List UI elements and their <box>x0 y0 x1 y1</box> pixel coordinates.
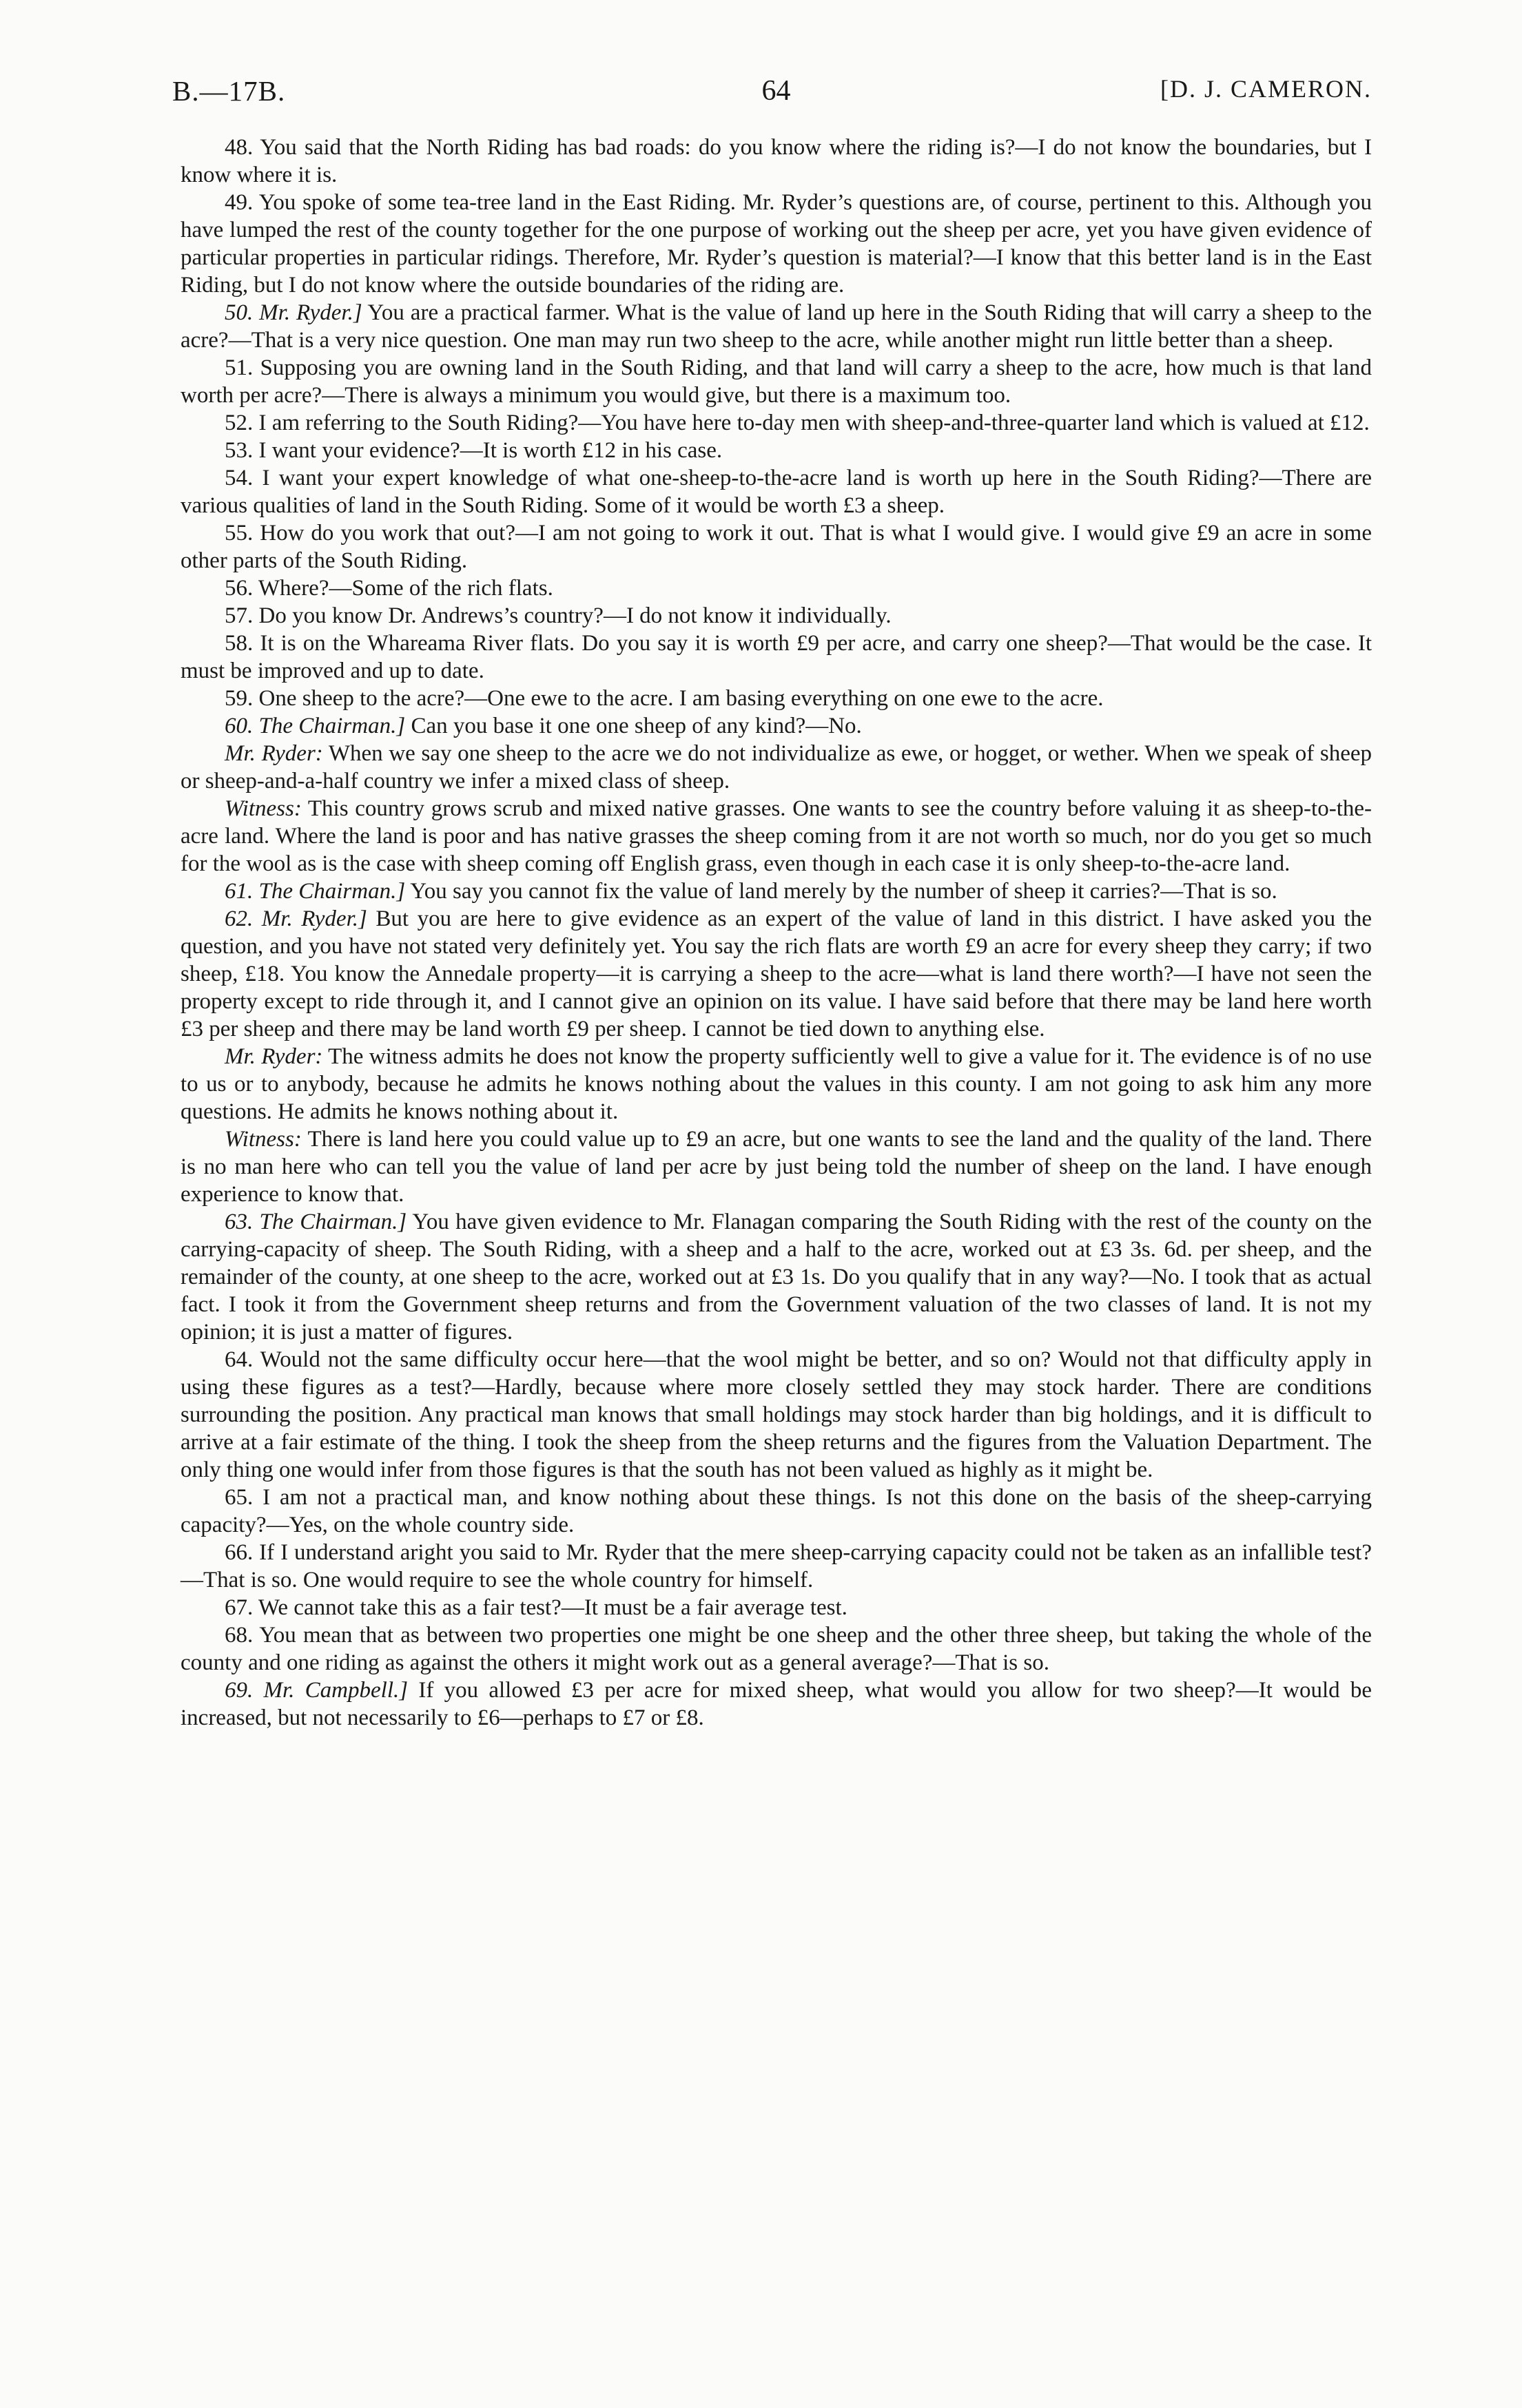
paragraph: 69. Mr. Campbell.] If you allowed £3 per acre for mixed sheep, what would you allow for two sheep?—It would be increased, but not necessarily to £6—perhaps to £7 or £8. <box>181 1678 1372 1730</box>
paragraph: 67. We cannot take this as a fair test?—It must be a fair average test. <box>225 1595 847 1620</box>
paragraph: 53. I want your evidence?—It is worth £12 in his case. <box>225 438 723 463</box>
paragraph: 65. I am not a practical man, and know nothing about these things. Is not this done on the basis of the sheep-carrying capacity?—Yes, on the whole country side. <box>181 1485 1372 1537</box>
witness-name: [D. J. CAMERON. <box>1160 75 1372 103</box>
document-reference: B.—17B. <box>172 75 286 107</box>
paragraph: Witness: There is land here you could value up to £9 an acre, but one wants to see the land and the quality of the land. There is no man here who can tell you the value of land per acre by just being told the number of sheep on the land. I have enough experience to know that. <box>181 1127 1372 1207</box>
paragraph: Witness: This country grows scrub and mixed native grasses. One wants to see the country before valuing it as sheep-to-the-acre land. Where the land is poor and has native grasses the sheep coming from it are not worth so much, nor do you get so much for the wool as is the case with sheep coming off English grass, even though in each case it is only sheep-to-the-acre land. <box>181 796 1372 876</box>
paragraph: 61. The Chairman.] You say you cannot fix the value of land merely by the number of sheep it carries?—That is so. <box>225 879 1277 904</box>
paragraph: 48. You said that the North Riding has bad roads: do you know where the riding is?—I do not know the boundaries, but I know where it is. <box>181 135 1372 187</box>
paragraph: 55. How do you work that out?—I am not going to work it out. That is what I would give. I would give £9 an acre in some other parts of the South Riding. <box>181 521 1372 573</box>
paragraph: 50. Mr. Ryder.] You are a practical farmer. What is the value of land up here in the South Riding that will carry a sheep to the acre?—That is a very nice question. One man may run two sheep to the acre, while another might run little better than a sheep. <box>181 300 1372 353</box>
paragraph: 56. Where?—Some of the rich flats. <box>225 576 553 601</box>
paragraph: 57. Do you know Dr. Andrews’s country?—I do not know it individually. <box>225 603 892 628</box>
document-body <box>181 134 1372 1732</box>
paragraph: 64. Would not the same difficulty occur here—that the wool might be better, and so on? Would not that difficulty apply in using these figures as a test?—Hardly, because where more closely settled they may stock harder. There are conditions surrounding the position. Any practical man knows that small holdings may stock harder than big holdings, and it is difficult to arrive at a fair estimate of the thing. I took the sheep from the sheep returns and the figures from the Valuation Department. The only thing one would infer from those figures is that the south has not been valued as highly as it might be. <box>181 1347 1372 1482</box>
paragraph: 49. You spoke of some tea-tree land in the East Riding. Mr. Ryder’s questions are, of course, pertinent to this. Although you have lumped the rest of the county together for the one purpose of working out the sheep per acre, yet you have given evidence of particular properties in particular ridings. Therefore, Mr. Ryder’s question is material?—I know that this better land is in the East Riding, but I do not know where the outside boundaries of the riding are. <box>181 190 1372 298</box>
paragraph: 52. I am referring to the South Riding?—You have here to-day men with sheep-and-three-quarter land which is valued at £12. <box>225 411 1370 435</box>
paragraph: 62. Mr. Ryder.] But you are here to give evidence as an expert of the value of land in this district. I have asked you the question, and you have not stated very definitely yet. You say the rich flats are worth £9 an acre for every sheep they carry; if two sheep, £18. You know the Annedale property—it is carrying a sheep to the acre—what is land there worth?—I have not seen the property except to ride through it, and I cannot give an opinion on its value. I have said before that there may be land here worth £3 per sheep and there may be land worth £9 per sheep. I cannot be tied down to anything else. <box>181 906 1372 1041</box>
page-number: 64 <box>761 75 791 107</box>
paragraph: 60. The Chairman.] Can you base it one one sheep of any kind?—No. <box>225 714 862 738</box>
paragraph: 66. If I understand aright you said to Mr. Ryder that the mere sheep-carrying capacity could not be taken as an infallible test?—That is so. One would require to see the whole country for himself. <box>181 1540 1372 1592</box>
paragraph: 63. The Chairman.] You have given evidence to Mr. Flanagan comparing the South Riding with the rest of the county on the carrying-capacity of sheep. The South Riding, with a sheep and a half to the acre, worked out at £3 3s. 6d. per sheep, and the remainder of the county, at one sheep to the acre, worked out at £3 1s. Do you qualify that in any way?—No. I took that as actual fact. I took it from the Government sheep returns and from the Government valuation of the two classes of land. It is not my opinion; it is just a matter of figures. <box>181 1210 1372 1345</box>
paragraph: 58. It is on the Whareama River flats. Do you say it is worth £9 per acre, and carry one sheep?—That would be the case. It must be improved and up to date. <box>181 631 1372 683</box>
paragraph: 54. I want your expert knowledge of what one-sheep-to-the-acre land is worth up here in the South Riding?—There are various qualities of land in the South Riding. Some of it would be worth £3 a sheep. <box>181 466 1372 518</box>
paragraph: 59. One sheep to the acre?—One ewe to the acre. I am basing everything on one ewe to the acre. <box>225 686 1104 711</box>
paragraph: 51. Supposing you are owning land in the South Riding, and that land will carry a sheep to the acre, how much is that land worth per acre?—There is always a minimum you would give, but there is a maximum too. <box>181 355 1372 408</box>
paragraph: Mr. Ryder: When we say one sheep to the acre we do not individualize as ewe, or hogget, or wether. When we speak of sheep or sheep-and-a-half country we infer a mixed class of sheep. <box>181 741 1372 793</box>
page-header <box>172 74 1372 134</box>
paragraph: Mr. Ryder: The witness admits he does not know the property sufficiently well to give a value for it. The evidence is of no use to us or to anybody, because he admits he knows nothing about the values in this county. I am not going to ask him any more questions. He admits he knows nothing about it. <box>181 1044 1372 1124</box>
paragraph: 68. You mean that as between two properties one might be one sheep and the other three sheep, but taking the whole of the county and one riding as against the others it might work out as a general average?—That is so. <box>181 1623 1372 1675</box>
